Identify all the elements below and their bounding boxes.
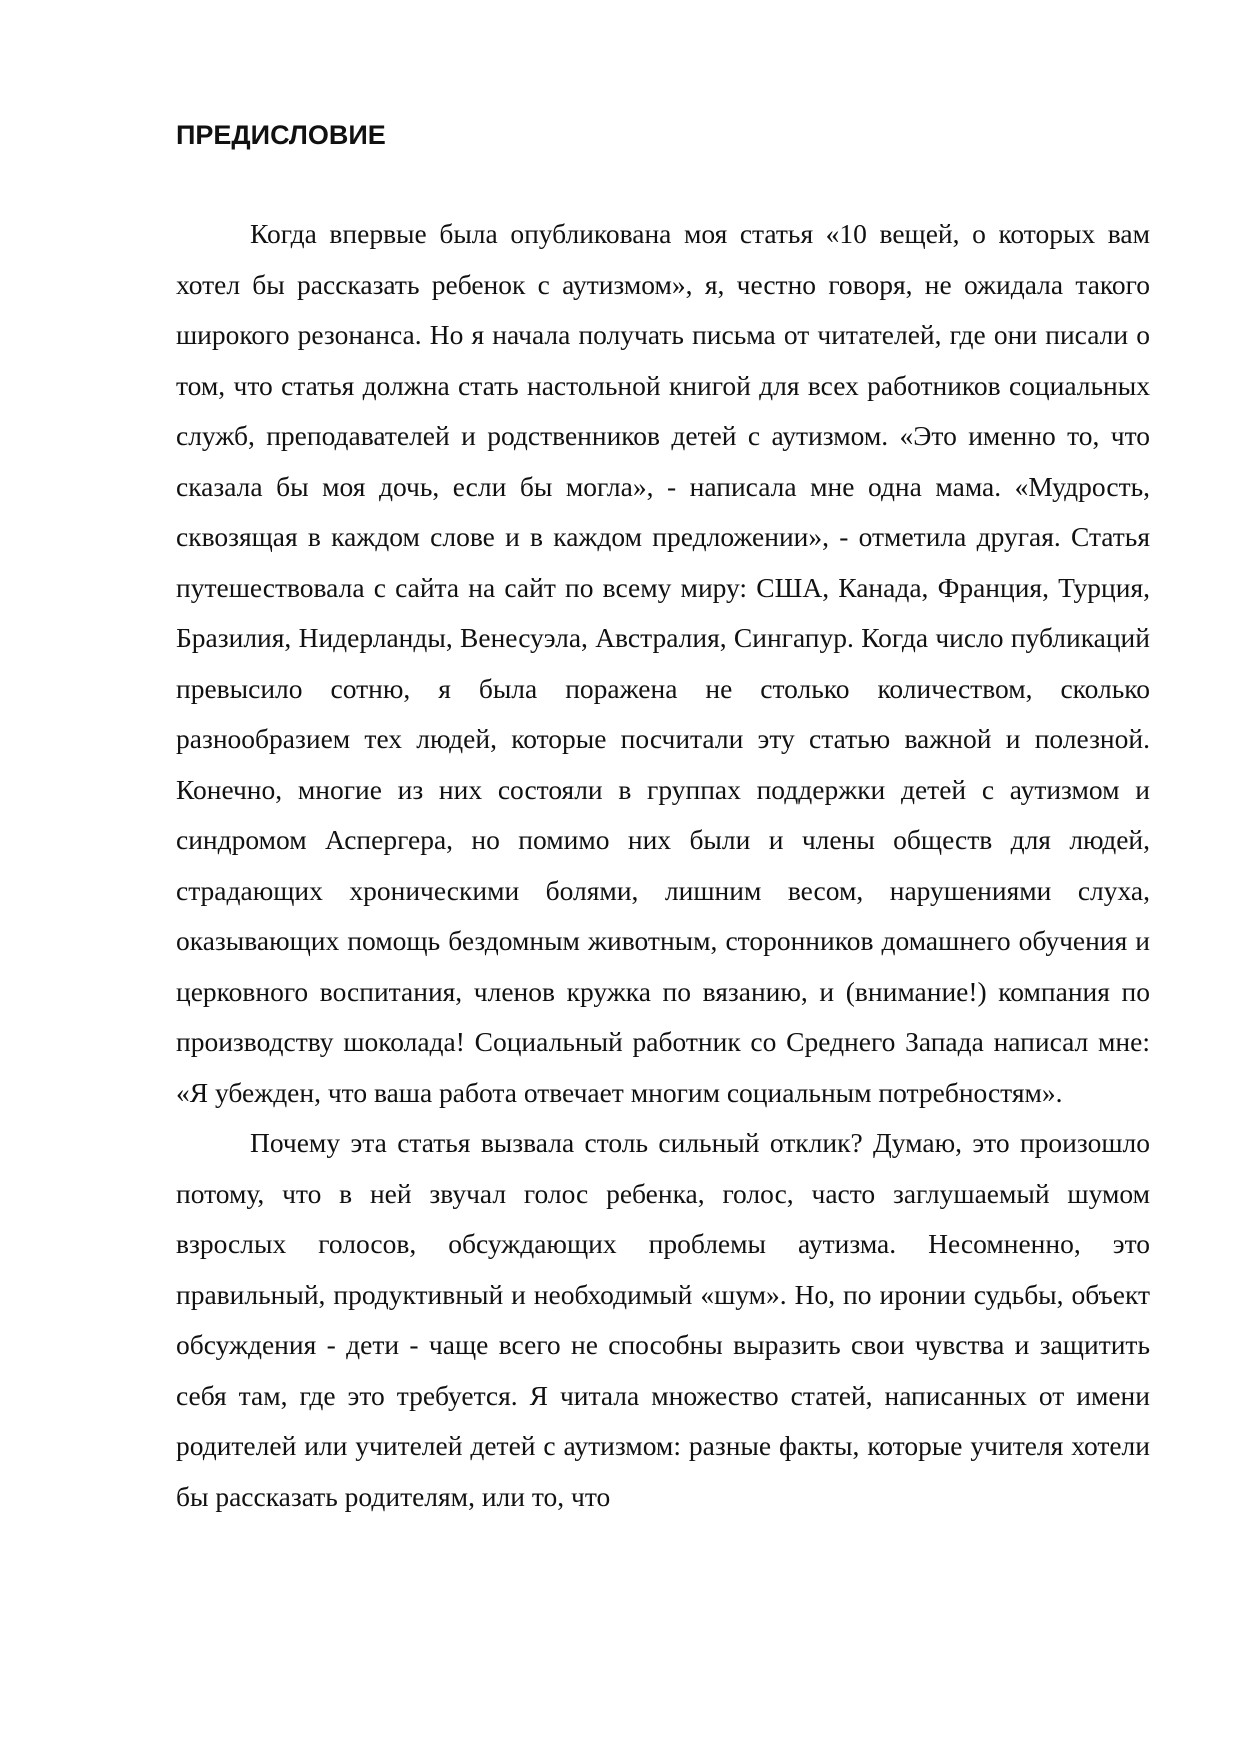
paragraph-2: Почему эта статья вызвала столь сильный отклик? Думаю, это произошло потому, что в ней звучал голос ребенка, голос, часто заглушаемый шумом взрослых голосов, обсуждающих проблемы аутизма. Несомненно, это правильный, продуктивный и необходимый «шум». Но, по иронии судьбы, объект обсуждения - дети - чаще всего не способны выразить свои чувства и защитить себя там, где это требуется. Я читала множество статей, написанных от имени родителей или учителей детей с аутизмом: разные факты, которые учителя хотели бы рассказать родителям, или то, что [176, 1127, 1150, 1512]
paragraph-1: Когда впервые была опубликована моя статья «10 вещей, о которых вам хотел бы рассказать ребенок с аутизмом», я, честно говоря, не ожидала такого широкого резонанса. Но я начала получать письма от читателей, где они писали о том, что статья должна стать настольной книгой для всех работников социальных служб, преподавателей и родственников детей с аутизмом. «Это именно то, что сказала бы моя дочь, если бы могла», - написала мне одна мама. «Мудрость, сквозящая в каждом слове и в каждом предложении», - отметила другая. Статья путешествовала с сайта на сайт по всему миру: США, Канада, Франция, Турция, Бразилия, Нидерланды, Венесуэла, Австралия, Сингапур. Когда число публикаций превысило сотню, я была поражена не столько количеством, сколько разнообразием тех людей, которые посчитали эту статью важной и полезной. Конечно, многие из них состояли в группах поддержки детей с аутизмом и синдромом Аспергера, но помимо них были и члены обществ для людей, страдающих хроническими болями, лишним весом, нарушениями слуха, оказывающих помощь бездомным животным, сторонников домашнего обучения и церковного воспитания, членов кружка по вязанию, и (внимание!) компания по производству шоколада! Социальный работник со Среднего Запада написал мне: «Я убежден, что ваша работа отвечает многим социальным потребностям». [176, 218, 1150, 1108]
page-title: ПРЕДИСЛОВИЕ [176, 120, 386, 150]
body-text [176, 209, 1150, 1522]
